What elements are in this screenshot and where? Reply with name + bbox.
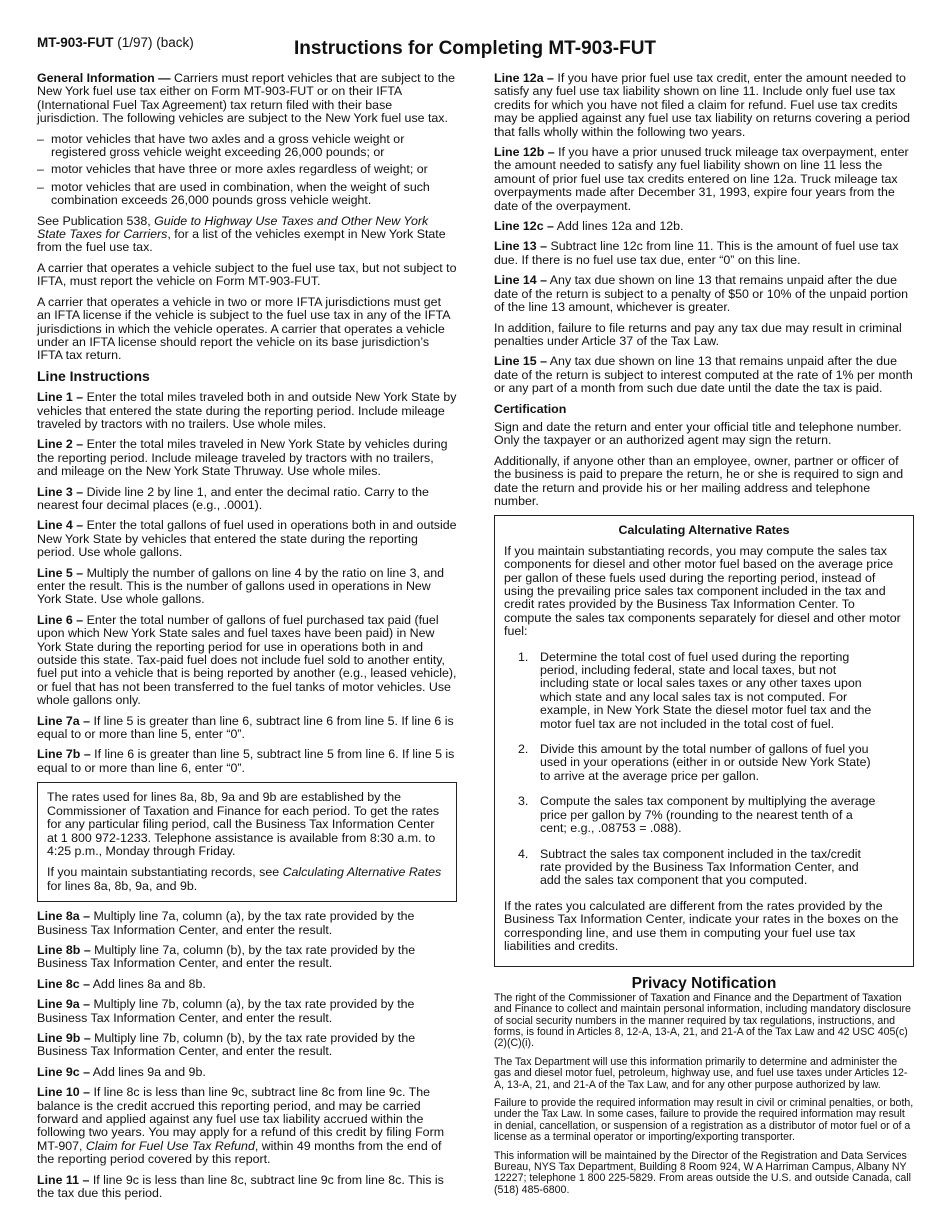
rates-note-italic: Calculating Alternative Rates <box>282 865 442 880</box>
step-text: Divide this amount by the total number of gallons of fuel you used in your operations (either in or outside New York State) to arrive at the average price per gallon. <box>540 742 871 783</box>
line-instruction <box>37 715 457 742</box>
line-instruction <box>37 614 457 708</box>
certification-text-2: Additionally, if anyone other than an employee, owner, partner or officer of the business is paid to prepare the return, he or she is required to sign and date the return and provide his or her mailing address and telephone number. <box>494 453 904 508</box>
step-number: 2. <box>518 742 529 757</box>
right-column <box>494 72 914 1203</box>
list-item <box>504 743 904 783</box>
line-text: Add lines 8a and 8b. <box>92 976 206 991</box>
line-text: If line 6 is greater than line 5, subtract line 5 from line 6. If line 5 is equal to or more than line 6, enter “0”. <box>37 747 455 775</box>
line-label: Line 7a – <box>37 713 91 728</box>
certification-text-1: Sign and date the return and enter your official title and telephone number. Only the taxpayer or an authorized agent may sign the return. <box>494 419 902 448</box>
criminal-penalties-note: In addition, failure to file returns and pay any tax due may result in criminal penalties under Article 37 of the Tax Law. <box>494 320 902 348</box>
line-text: Any tax due shown on line 13 that remains unpaid after the due date of the return is subject to a penalty of $50 or 10% of the unpaid portion of the line 13 amount, whichever is greater. <box>494 273 908 315</box>
line-label: Line 6 – <box>37 612 84 627</box>
form-title-italic: Claim for Fuel Use Tax Refund <box>85 1138 255 1153</box>
line-label: Line 1 – <box>37 390 84 405</box>
line-instruction <box>37 519 457 559</box>
line-label: Line 9c – <box>37 1064 91 1079</box>
list-item <box>504 795 904 835</box>
general-information <box>37 72 457 126</box>
line-label: Line 8c – <box>37 976 91 991</box>
line-text: Enter the total miles traveled in New York State by vehicles during the reporting period. Include mileage traveled by tractors with no trailers, and mileage on the New York State Thruway. Use whole miles. <box>37 437 448 479</box>
list-item: – motor vehicles that have two axles and a gross vehicle weight or registered gross vehicle weight exceeding 26,000 pounds; or <box>37 133 457 160</box>
line-label: Line 8a – <box>37 909 91 924</box>
line-label: Line 9b – <box>37 1030 91 1045</box>
line-instruction-15 <box>494 355 914 395</box>
list-item <box>504 848 904 888</box>
privacy-paragraph: Failure to provide the required information may result in civil or criminal penalties, or both, under the Tax Law. In some cases, failure to provide the required information may result in denial, cancellation, or suspension of a registration as a distributor of motor fuel or of a license as a terminal operator or importing/exporting transporter. <box>494 1097 914 1144</box>
line-instructions-group-a <box>37 391 457 775</box>
line-label: Line 12b – <box>494 145 555 160</box>
line-text: Divide line 2 by line 1, and enter the decimal ratio. Carry to the nearest four decimal places (e.g., .0001). <box>37 484 429 512</box>
alternative-rates-closing: If the rates you calculated are different from the rates provided by the Business Tax Information Center, indicate your rates in the boxes on the corresponding line, and use them in computing your fuel use tax liabilities and credits. <box>504 898 899 953</box>
step-text: Subtract the sales tax component included in the tax/credit rate provided by the Business Tax Information Center, and add the sales tax component that you computed. <box>540 846 861 888</box>
line-instruction <box>494 220 914 233</box>
line-instruction <box>37 998 457 1025</box>
line-text: Multiply line 7b, column (b), by the tax rate provided by the Business Tax Information Center, and enter the result. <box>37 1030 416 1059</box>
alternative-rates-title: Calculating Alternative Rates <box>618 523 790 538</box>
line-instruction <box>37 438 457 478</box>
privacy-notification-title: Privacy Notification <box>631 975 777 993</box>
line-instructions-group-c <box>494 72 914 315</box>
line-text: Multiply the number of gallons on line 4 by the ratio on line 3, and enter the result. This is the number of gallons used in operations in New York State. Use whole gallons. <box>37 565 445 607</box>
line-text: If you have a prior unused truck mileage tax overpayment, enter the amount needed to satisfy any fuel liability shown on line 11 less the amount of prior fuel use tax credits entered on line 12a. Truck mileage tax overpayments made after December 31, 1993, expire four years from the date of the overpayment. <box>494 145 909 213</box>
line-instruction <box>37 1066 457 1079</box>
line-instructions-heading: Line Instructions <box>37 367 150 384</box>
line-text: If line 9c is less than line 8c, subtract line 9c from line 8c. This is the tax due this period. <box>37 1172 444 1201</box>
line-text-post: , within 49 months from the end of the reporting period covered by this report. <box>37 1138 442 1167</box>
form-revision: (1/97) (back) <box>117 35 194 50</box>
line-label: Line 14 – <box>494 273 548 288</box>
general-information-label: General Information — <box>37 71 171 85</box>
line-label: Line 12a – <box>494 71 554 85</box>
line-instruction-11 <box>37 1174 457 1201</box>
vehicle-criteria-list <box>37 133 457 208</box>
left-column <box>37 72 457 1207</box>
rates-info-text: The rates used for lines 8a, 8b, 9a and 9b are established by the Commissioner of Taxation and Finance for each period. To get the rates for any particular filing period, call the Business Tax Information Center at 1 800 972-1233. Telephone assistance is available from 8:30 a.m. to 4:25 p.m., Monday through Friday. <box>47 790 440 858</box>
list-item: – motor vehicles that have three or more axles regardless of weight; or <box>37 163 457 176</box>
line-instruction <box>494 274 914 314</box>
privacy-notification-body <box>494 993 914 1197</box>
line-label: Line 15 – <box>494 354 548 369</box>
line-label: Line 12c – <box>494 219 554 234</box>
line-label: Line 13 – <box>494 239 548 254</box>
ifta-paragraph-2: A carrier that operates a vehicle in two or more IFTA jurisdictions must get an IFTA license if the vehicle is subject to the fuel use tax in any of the IFTA jurisdictions in which the vehicle operates. A carrier that operates a vehicle under an IFTA license should report the vehicle on its base jurisdiction’s IFTA tax return. <box>37 294 450 363</box>
privacy-paragraph: The Tax Department will use this information primarily to determine and administer the gas and diesel motor fuel, petroleum, highway use, and fuel use taxes under Articles 12-A, 13-A, 21, and 21-A of the Tax Law, and for any other purpose authorized by law. <box>494 1055 908 1091</box>
line-label: Line 7b – <box>37 747 91 762</box>
line-label: Line 5 – <box>37 565 84 580</box>
certification-heading: Certification <box>494 401 567 416</box>
line-instruction <box>494 146 914 213</box>
publication-reference-pre: See Publication 538, <box>37 213 155 228</box>
line-text: Multiply line 7a, column (a), by the tax rate provided by the Business Tax Information Center, and enter the result. <box>37 909 415 937</box>
line-text: Add lines 12a and 12b. <box>556 219 684 234</box>
step-number: 4. <box>518 846 529 861</box>
rates-alternative-note <box>47 866 447 893</box>
line-text: If you have prior fuel use tax credit, enter the amount needed to satisfy any fuel use tax liability shown on line 11. Include only fuel use tax credits for which you have not filed a claim for refund. Fuel use tax credits may be applied against any fuel use tax liability on returns covering a period that falls wholly within the following two years. <box>494 71 911 139</box>
line-instruction <box>37 910 457 937</box>
line-label: Line 3 – <box>37 484 84 499</box>
line-label: Line 9a – <box>37 997 91 1012</box>
rates-note-post: for lines 8a, 8b, 9a, and 9b. <box>47 878 198 893</box>
line-instruction <box>37 748 457 775</box>
step-number: 3. <box>518 794 529 809</box>
rates-note-pre: If you maintain substantiating records, see <box>47 865 283 880</box>
step-number: 1. <box>518 649 529 664</box>
line-text: Subtract line 12c from line 11. This is the amount of fuel use tax due. If there is no fuel use tax due, enter “0” on this line. <box>494 239 899 267</box>
line-text: Enter the total miles traveled both in and outside New York State by vehicles that entered the state during the reporting period. Include mileage traveled by tractors with no trailers. Use whole miles. <box>37 390 457 431</box>
step-text: Compute the sales tax component by multiplying the average price per gallon by 7% (rounding to the nearest tenth of a cent; e.g., .08753 = .088). <box>540 794 876 836</box>
alternative-rates-box <box>494 515 914 967</box>
alternative-rates-steps <box>504 651 904 888</box>
ifta-paragraph-1: A carrier that operates a vehicle subject to the fuel use tax, but not subject to IFTA, must report the vehicle on Form MT-903-FUT. <box>37 260 457 289</box>
line-instruction <box>494 72 914 139</box>
line-text: If line 8c is less than line 9c, subtract line 8c from line 9c. The balance is the credit accrued this reporting period, and may be carried forward and applied against any fuel use tax liability accrued within the following two years. You may apply for a refund of this credit by filing Form MT-907, <box>37 1085 445 1153</box>
rates-info-box <box>37 782 457 902</box>
line-text: Any tax due shown on line 13 that remains unpaid after the due date of the return is subject to interest computed at the rate of 1% per month or any part of a month from such due date until the date the tax is paid. <box>494 354 913 396</box>
privacy-paragraph: This information will be maintained by the Director of the Registration and Data Services Bureau, NYS Tax Department, Building 8 Room 924, W A Harriman Campus, Albany NY 12227; telephone 1 800 225-5829. From areas outside the U.S. and outside Canada, call (518) 485-6800. <box>494 1149 911 1196</box>
alternative-rates-intro: If you maintain substantiating records, you may compute the sales tax components for diesel and other motor fuel based on the average price per gallon of these fuels used during the reporting period, instead of using the prevailing price sales tax component included in the tax and credit rates provided by the Business Tax Information Center. To compute the sales tax components separately for diesel and other motor fuel: <box>504 543 901 639</box>
publication-reference <box>37 215 457 255</box>
privacy-paragraph: The right of the Commissioner of Taxation and Finance and the Department of Taxation and Finance to collect and maintain personal information, including mandatory disclosure of social security numbers in the manner required by tax regulations, instructions, and forms, is found in Articles 8, 12-A, 13-A, 21, and 21-A of the Tax Law and 42 USC 405(c)(2)(C)(i). <box>494 991 911 1050</box>
line-text: Enter the total gallons of fuel used in operations both in and outside New York State by vehicles that entered the state during the reporting period. Use whole gallons. <box>37 518 457 560</box>
line-instruction <box>37 944 457 971</box>
list-item <box>504 651 904 731</box>
line-text: Add lines 9a and 9b. <box>92 1064 206 1079</box>
page-title: Instructions for Completing MT-903-FUT <box>293 38 657 59</box>
line-instruction-10 <box>37 1086 457 1166</box>
line-instruction <box>494 240 914 267</box>
line-label: Line 2 – <box>37 437 84 452</box>
line-label: Line 10 – <box>37 1085 91 1100</box>
line-text: If line 5 is greater than line 6, subtract line 6 from line 5. If line 6 is equal to or more than line 5, enter “0”. <box>37 713 454 742</box>
form-id: MT-903-FUT <box>37 35 114 50</box>
line-text: Multiply line 7a, column (b), by the tax rate provided by the Business Tax Information Center, and enter the result. <box>37 942 416 971</box>
line-instruction <box>37 978 457 991</box>
step-text: Determine the total cost of fuel used during the reporting period, including federal, state and local taxes, but not including state or local sales taxes or any other taxes upon which state and any local sales tax is not computed. For example, in New York State the diesel motor fuel tax and the motor fuel tax are not included in the total cost of fuel. <box>540 649 872 731</box>
line-label: Line 11 – <box>37 1172 90 1187</box>
line-instruction <box>37 391 457 431</box>
line-label: Line 4 – <box>37 518 84 533</box>
line-instructions-group-b <box>37 910 457 1079</box>
line-text: Multiply line 7b, column (a), by the tax rate provided by the Business Tax Information Center, and enter the result. <box>37 997 415 1025</box>
publication-reference-post: , for a list of the vehicles exempt in New York State from the fuel use tax. <box>37 227 446 255</box>
line-label: Line 8b – <box>37 942 91 957</box>
line-instruction <box>37 1032 457 1059</box>
line-instruction <box>37 486 457 513</box>
line-text: Enter the total number of gallons of fuel purchased tax paid (fuel upon which New York State sales and fuel taxes have been paid) in New York State during the reporting period for use in operations both in and outside this state. Tax-paid fuel does not include fuel sold to another entity, fuel put into a vehicle that is being reported by another (e.g., leased vehicle), or fuel that has not been transferred to the fuel tanks of motor vehicles. Use whole gallons only. <box>37 612 457 708</box>
line-instruction <box>37 567 457 607</box>
list-item: – motor vehicles that are used in combination, when the weight of such combination exceeds 26,000 pounds gross vehicle weight. <box>37 181 457 208</box>
publication-title: Guide to Highway Use Taxes and Other New York State Taxes for Carriers <box>37 213 429 242</box>
general-information-text: Carriers must report vehicles that are subject to the New York fuel use tax either on Form MT-903-FUT or on their IFTA (International Fuel Tax Agreement) tax return filed with their base jurisdiction. The following vehicles are subject to the New York fuel use tax. <box>37 71 455 126</box>
